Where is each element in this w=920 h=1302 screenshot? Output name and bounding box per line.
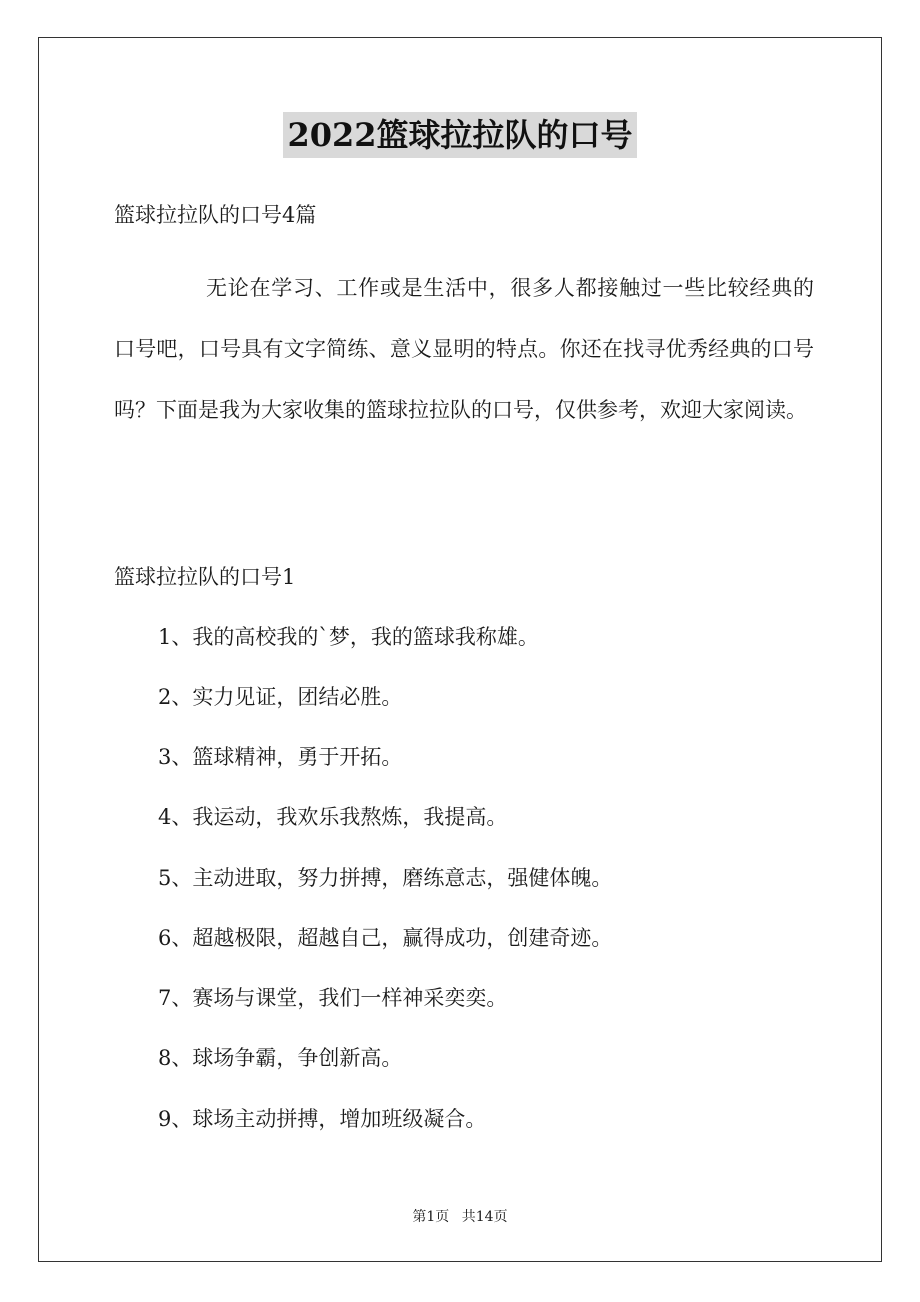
document-subtitle: 篮球拉拉队的口号4篇 [114, 203, 317, 227]
page-total: 共14页 [461, 1209, 508, 1225]
slogan-item: 4、我运动，我欢乐我熬炼，我提高。 [158, 805, 508, 829]
page-number: 第1页 [412, 1209, 450, 1225]
slogan-item: 3、篮球精神，勇于开拓。 [158, 745, 403, 769]
slogan-item: 6、超越极限，超越自己，赢得成功，创建奇迹。 [158, 926, 613, 950]
title-container [0, 112, 920, 158]
slogan-item: 9、球场主动拼搏，增加班级凝合。 [158, 1107, 487, 1131]
slogan-item: 8、球场争霸，争创新高。 [158, 1046, 403, 1070]
document-title: 2022篮球拉拉队的口号 [283, 112, 636, 158]
section-heading: 篮球拉拉队的口号1 [114, 565, 296, 589]
page-footer [0, 1206, 920, 1226]
slogan-item: 1、我的高校我的`梦，我的篮球我称雄。 [158, 625, 539, 649]
slogan-item: 7、赛场与课堂，我们一样神采奕奕。 [158, 986, 508, 1010]
slogan-item: 5、主动进取，努力拼搏，磨练意志，强健体魄。 [158, 866, 613, 890]
slogan-item: 2、实力见证，团结必胜。 [158, 685, 403, 709]
intro-paragraph: 无论在学习、工作或是生活中，很多人都接触过一些比较经典的口号吧，口号具有文字简练、意义显明的特点。你还在找寻优秀经典的口号吗？下面是我为大家收集的篮球拉拉队的口号，仅供参考，欢迎大家阅读。 [114, 276, 814, 422]
